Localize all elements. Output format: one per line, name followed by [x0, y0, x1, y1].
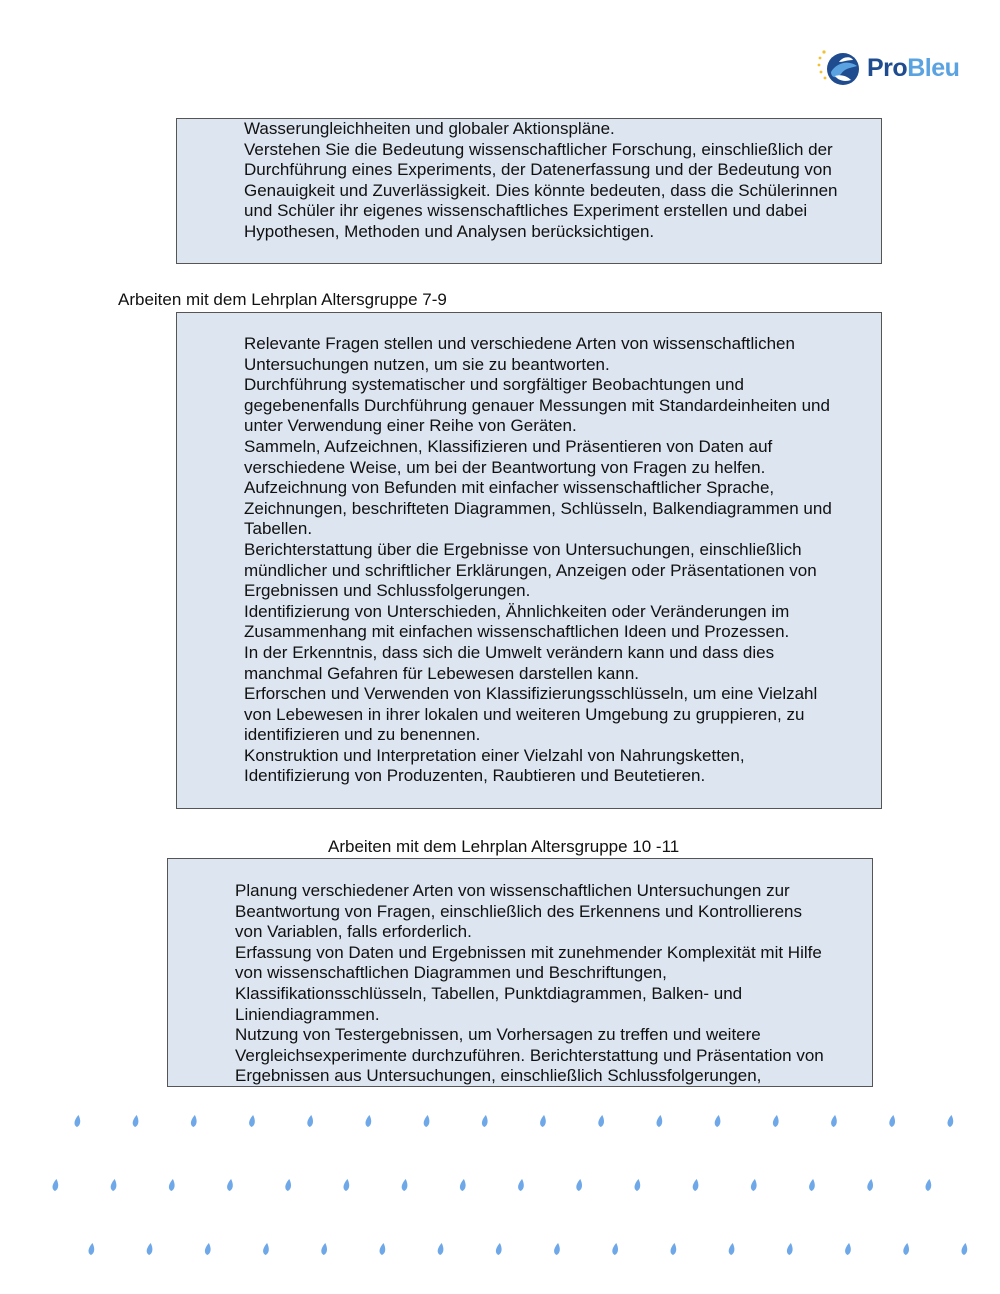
text-line: Planung verschiedener Arten von wissenschaftlichen Untersuchungen zur — [235, 881, 790, 900]
text-line: Beantwortung von Fragen, einschließlich des Erkennens und Kontrollierens — [235, 901, 802, 921]
water-drop-icon — [438, 1243, 444, 1255]
water-drop-icon — [147, 1243, 153, 1255]
water-drop-icon — [889, 1115, 895, 1127]
water-drop-icon — [845, 1243, 851, 1255]
text-line: Liniendiagrammen. — [235, 1004, 380, 1024]
water-drop-icon — [598, 1115, 604, 1127]
text-line: Aufzeichnung von Befunden mit einfacher wissenschaftlicher Sprache, — [244, 478, 775, 498]
water-drop-icon — [365, 1115, 371, 1127]
water-drop-icon — [612, 1243, 618, 1255]
water-drop-icon — [133, 1115, 139, 1127]
water-drop-icon — [205, 1243, 211, 1255]
water-drop-icon — [670, 1243, 676, 1255]
water-drop-icon — [787, 1243, 793, 1255]
text-line: verschiedene Weise, um bei der Beantwortung von Fragen zu helfen. — [244, 457, 766, 477]
water-drop-icon — [576, 1179, 582, 1191]
text-line: identifizieren und zu benennen. — [244, 725, 481, 745]
water-drop-icon — [169, 1179, 175, 1191]
water-drop-icon — [809, 1179, 815, 1191]
text-line: Wasserungleichheiten und globaler Aktionspläne. — [244, 119, 615, 138]
text-line: von wissenschaftlichen Diagrammen und Beschriftungen, — [235, 963, 667, 983]
water-drop-icon — [424, 1115, 430, 1127]
text-line: Konstruktion und Interpretation einer Vielzahl von Nahrungsketten, — [244, 745, 745, 765]
text-line: manchmal Gefahren für Lebewesen darstellen kann. — [244, 663, 640, 683]
text-line: von Variablen, falls erforderlich. — [235, 922, 472, 942]
section-heading-7-9: Arbeiten mit dem Lehrplan Altersgruppe 7-9 — [118, 290, 447, 309]
section-heading-10-11: Arbeiten mit dem Lehrplan Altersgruppe 10 -11 — [328, 837, 680, 856]
water-drop-icon — [482, 1115, 488, 1127]
water-drop-icon — [729, 1243, 735, 1255]
water-drop-icon — [773, 1115, 779, 1127]
text-line: Berichterstattung über die Ergebnisse von Untersuchungen, einschließlich — [244, 539, 802, 559]
water-drop-icon — [518, 1179, 524, 1191]
probleu-logo-icon — [815, 46, 865, 92]
text-line: und Schüler ihr eigenes wissenschaftliches Experiment erstellen und dabei — [244, 201, 808, 221]
water-drop-icon — [715, 1115, 721, 1127]
text-line: Identifizierung von Produzenten, Raubtieren und Beutetieren. — [244, 766, 706, 786]
text-line: Identifizierung von Unterschieden, Ähnlichkeiten oder Veränderungen im — [244, 601, 790, 621]
text-line: Sammeln, Aufzeichnen, Klassifizieren und Präsentieren von Daten auf — [244, 436, 773, 456]
text-line: Hypothesen, Methoden und Analysen berücksichtigen. — [244, 221, 655, 241]
box3-text — [235, 881, 824, 1087]
text-line: Nutzung von Testergebnissen, um Vorhersagen zu treffen und weitere — [235, 1025, 761, 1045]
text-line: unter Verwendung einer Reihe von Geräten. — [244, 416, 577, 436]
water-drop-icon — [460, 1179, 466, 1191]
water-drop-icon — [52, 1179, 58, 1191]
water-drop-icon — [249, 1115, 255, 1127]
text-line: Zusammenhang mit einfachen wissenschaftlichen Ideen und Prozessen. — [244, 622, 790, 642]
text-line: Ergebnissen und Schlussfolgerungen. — [244, 581, 531, 601]
water-drop-icon — [554, 1243, 560, 1255]
water-drop-icon — [751, 1179, 757, 1191]
water-drop-icon — [379, 1243, 385, 1255]
water-drop-icon — [307, 1115, 313, 1127]
water-drop-icon — [263, 1243, 269, 1255]
water-drop-icon — [831, 1115, 837, 1127]
text-line: von Lebewesen in ihrer lokalen und weiteren Umgebung zu gruppieren, zu — [244, 704, 805, 724]
text-line: Zeichnungen, beschrifteten Diagrammen, Schlüsseln, Balkendiagrammen und — [244, 498, 832, 518]
box2-text — [244, 334, 832, 787]
water-drop-icon — [111, 1179, 117, 1191]
water-drop-icon — [402, 1179, 408, 1191]
water-drop-icon — [540, 1115, 546, 1127]
water-drop-icon — [321, 1243, 327, 1255]
box1-text — [244, 119, 837, 243]
water-drop-icon — [947, 1115, 953, 1127]
water-drop-icon — [903, 1243, 909, 1255]
logo-wordmark: ProBleu — [867, 54, 960, 82]
water-drop-icon — [74, 1115, 80, 1127]
text-line: Durchführung eines Experiments, der Datenerfassung und der Bedeutung von — [244, 160, 832, 180]
water-drop-icon — [925, 1179, 931, 1191]
water-drop-icon — [88, 1243, 94, 1255]
water-drop-icon — [693, 1179, 699, 1191]
text-line: Ergebnissen aus Untersuchungen, einschließlich Schlussfolgerungen, — [235, 1066, 762, 1086]
text-line: Relevante Fragen stellen und verschiedene Arten von wissenschaftlichen — [244, 334, 795, 353]
text-line: Tabellen. — [244, 519, 313, 539]
text-line: Genauigkeit und Zuverlässigkeit. Dies könnte bedeuten, dass die Schülerinnen — [244, 180, 838, 200]
text-line: mündlicher und schriftlicher Erklärungen, Anzeigen oder Präsentationen von — [244, 560, 817, 580]
water-drop-icon — [634, 1179, 640, 1191]
water-drop-icon — [496, 1243, 502, 1255]
text-line: Erfassung von Daten und Ergebnissen mit zunehmender Komplexität mit Hilfe — [235, 942, 822, 962]
water-drop-icon — [867, 1179, 873, 1191]
water-drop-icon — [656, 1115, 662, 1127]
water-drop-icon — [961, 1243, 967, 1255]
water-drop-icon — [343, 1179, 349, 1191]
water-drop-pattern — [0, 1100, 1000, 1280]
text-line: In der Erkenntnis, dass sich die Umwelt verändern kann und dass dies — [244, 642, 775, 662]
text-line: Vergleichsexperimente durchzuführen. Berichterstattung und Präsentation von — [235, 1045, 824, 1065]
water-drop-icon — [285, 1179, 291, 1191]
water-drop-icon — [227, 1179, 233, 1191]
text-line: Erforschen und Verwenden von Klassifizierungsschlüsseln, um eine Vielzahl — [244, 684, 818, 704]
water-drop-icon — [191, 1115, 197, 1127]
text-line: gegebenenfalls Durchführung genauer Messungen mit Standardeinheiten und — [244, 395, 830, 415]
text-line: Klassifikationsschlüsseln, Tabellen, Punktdiagrammen, Balken- und — [235, 983, 743, 1003]
probleu-logo — [815, 46, 965, 92]
text-line: Durchführung systematischer und sorgfältiger Beobachtungen und — [244, 375, 744, 395]
text-line: Untersuchungen nutzen, um sie zu beantworten. — [244, 354, 610, 374]
text-line: Verstehen Sie die Bedeutung wissenschaftlicher Forschung, einschließlich der — [244, 139, 833, 159]
